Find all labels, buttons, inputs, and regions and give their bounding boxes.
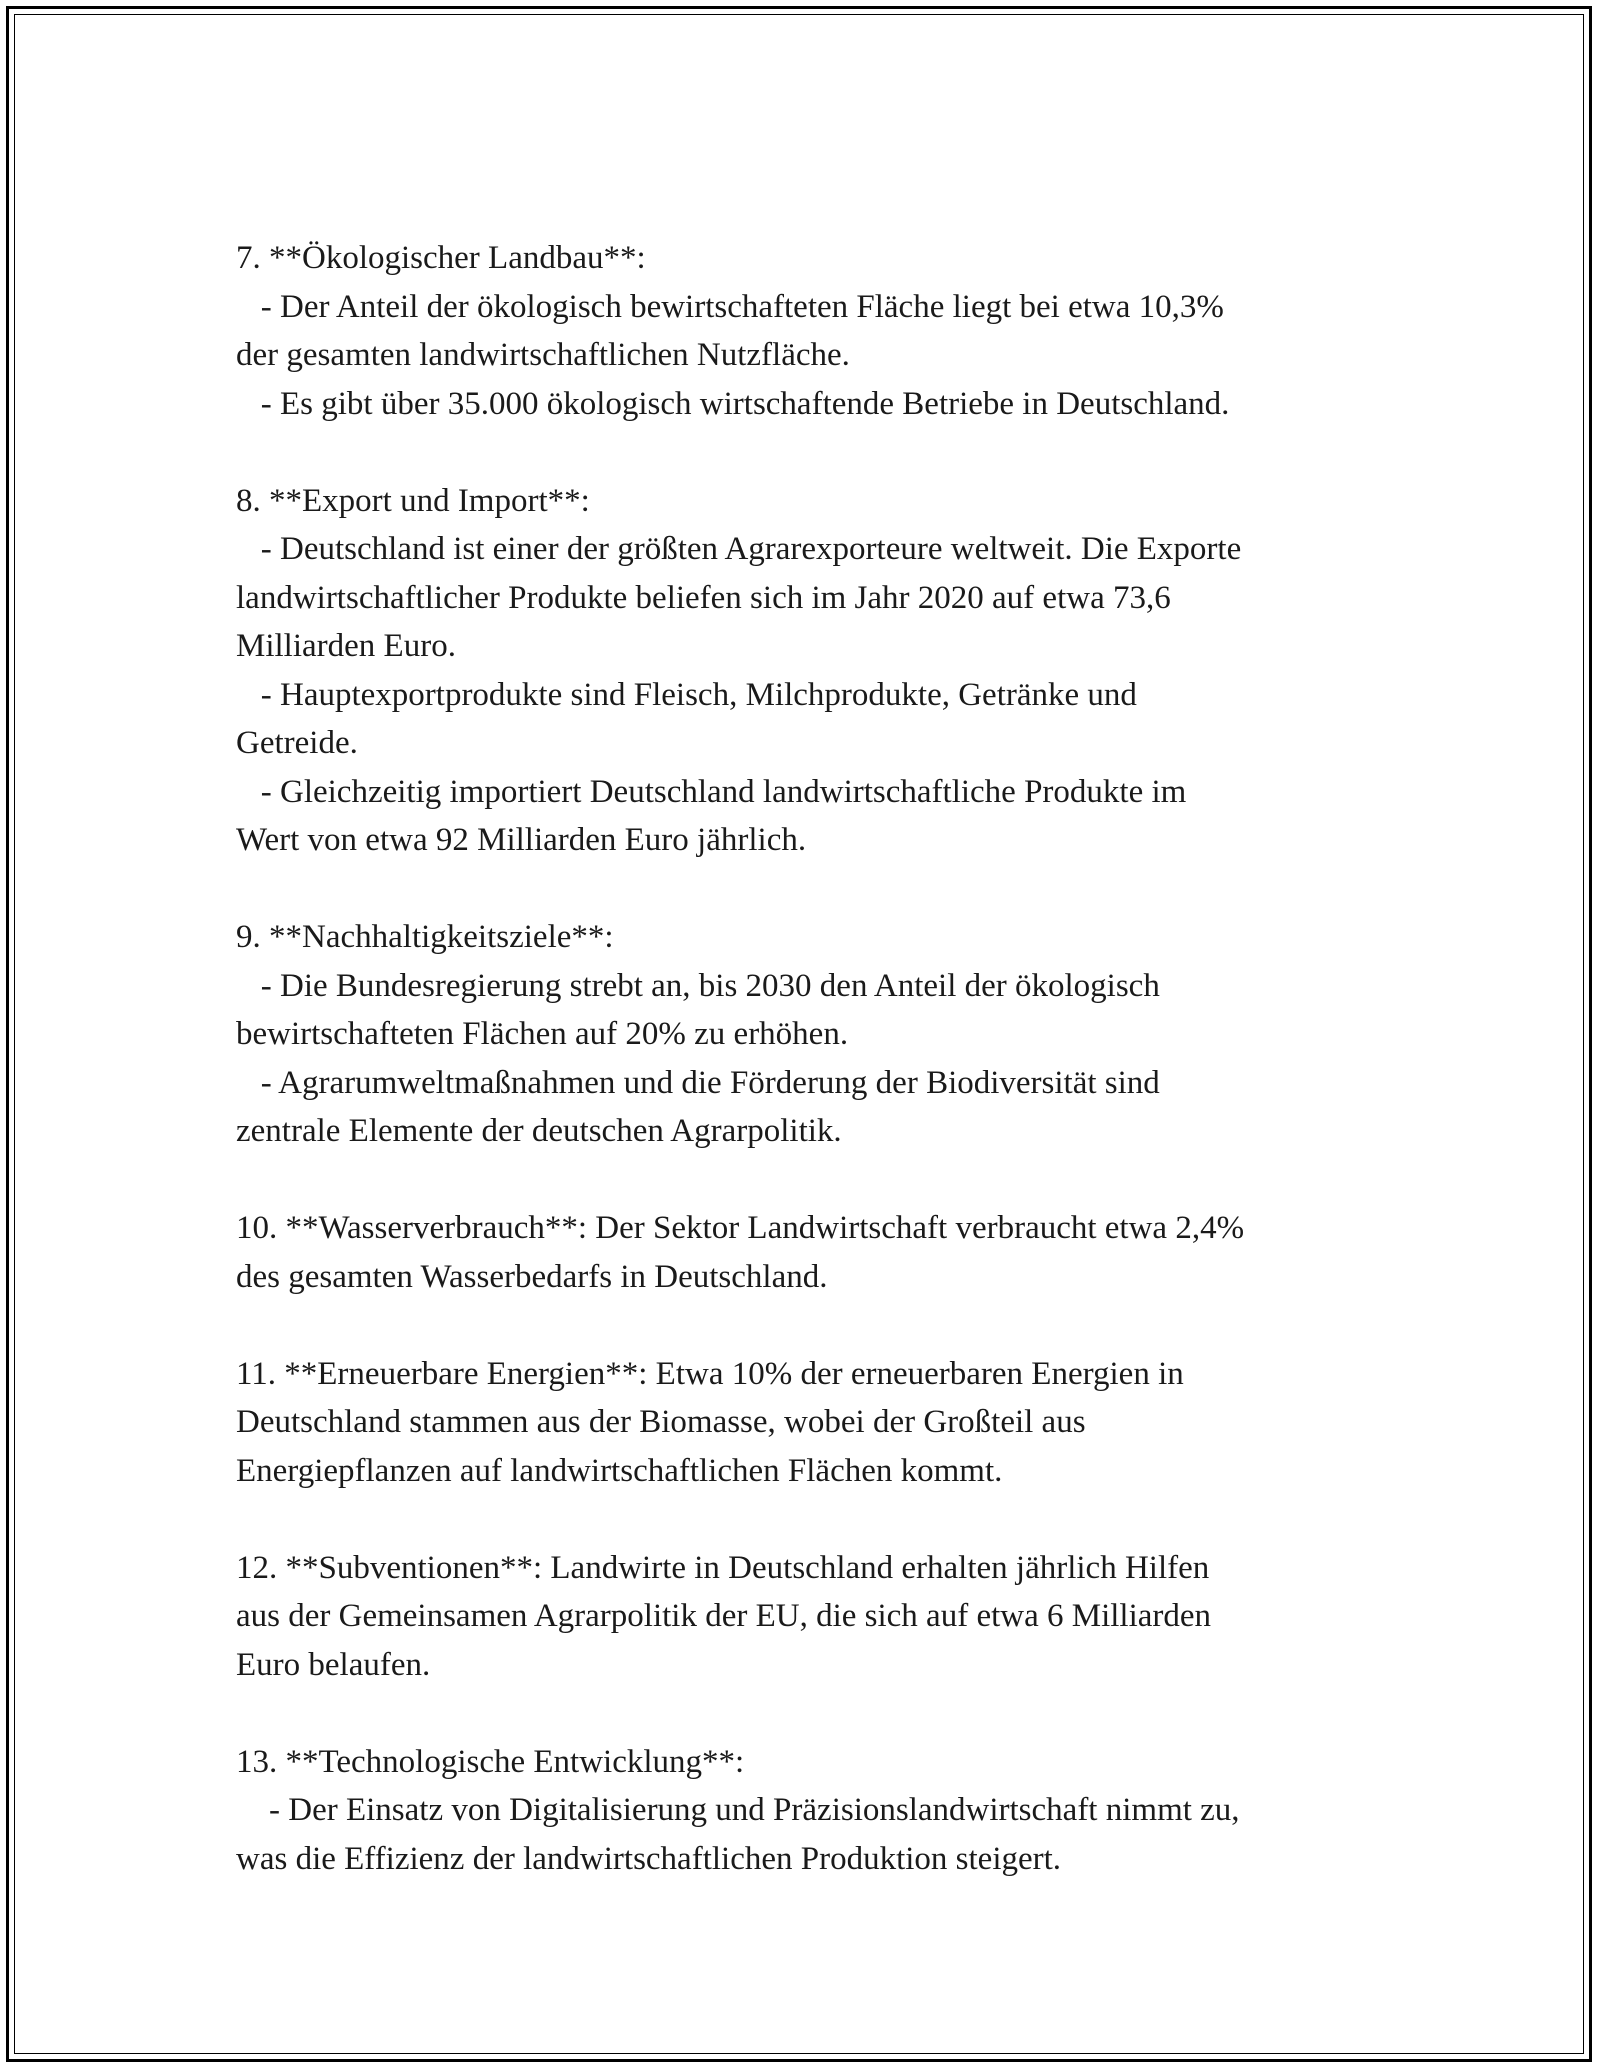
section-erneuerbare-energien [236, 1350, 1396, 1496]
document-body [236, 234, 1396, 1883]
text-line: bewirtschafteten Flächen auf 20% zu erhöhen. [236, 1016, 849, 1052]
text-line: - Die Bundesregierung strebt an, bis 2030 den Anteil der ökologisch [236, 967, 1160, 1004]
text-line: Energiepflanzen auf landwirtschaftlichen Flächen kommt. [236, 1452, 1003, 1489]
text-line: der gesamten landwirtschaftlichen Nutzfläche. [236, 337, 850, 373]
text-line: - Der Einsatz von Digitalisierung und Präzisionslandwirtschaft nimmt zu, [236, 1792, 1240, 1828]
text-line: - Agrarumweltmaßnahmen und die Förderung der Biodiversität sind [236, 1064, 1160, 1101]
text-line: - Deutschland ist einer der größten Agrarexporteure weltweit. Die Exporte [236, 531, 1242, 567]
section-technologische-entwicklung [236, 1738, 1396, 1884]
text-line: Euro belaufen. [236, 1646, 431, 1683]
section-heading: 7. **Ökologischer Landbau**: [236, 240, 646, 276]
text-line: Milliarden Euro. [236, 628, 456, 664]
section-heading: 11. **Erneuerbare Energien**: Etwa 10% der erneuerbaren Energien in [236, 1355, 1184, 1392]
paragraph-gap [236, 1301, 1396, 1350]
section-heading: 13. **Technologische Entwicklung**: [236, 1743, 745, 1780]
section-heading: 12. **Subventionen**: Landwirte in Deutschland erhalten jährlich Hilfen [236, 1549, 1210, 1586]
paragraph-gap [236, 1689, 1396, 1738]
text-line: - Gleichzeitig importiert Deutschland landwirtschaftliche Produkte im [236, 773, 1187, 810]
text-line: - Es gibt über 35.000 ökologisch wirtschaftende Betriebe in Deutschland. [236, 385, 1230, 422]
text-line: landwirtschaftlicher Produkte beliefen sich im Jahr 2020 auf etwa 73,6 [236, 579, 1171, 616]
paragraph-gap [236, 1156, 1396, 1205]
section-heading: 8. **Export und Import**: [236, 482, 590, 519]
section-nachhaltigkeitsziele [236, 913, 1396, 1156]
text-line: Wert von etwa 92 Milliarden Euro jährlich. [236, 822, 807, 858]
text-line: Getreide. [236, 725, 358, 761]
section-heading: 10. **Wasserverbrauch**: Der Sektor Landwirtschaft verbraucht etwa 2,4% [236, 1210, 1245, 1246]
text-line: des gesamten Wasserbedarfs in Deutschland. [236, 1258, 828, 1295]
section-oekologischer-landbau [236, 234, 1396, 428]
section-export-import [236, 477, 1396, 865]
text-line: zentrale Elemente der deutschen Agrarpolitik. [236, 1113, 842, 1149]
text-line: Deutschland stammen aus der Biomasse, wobei der Großteil aus [236, 1404, 1086, 1440]
text-line: - Der Anteil der ökologisch bewirtschafteten Fläche liegt bei etwa 10,3% [236, 288, 1224, 325]
text-line: aus der Gemeinsamen Agrarpolitik der EU, die sich auf etwa 6 Milliarden [236, 1598, 1212, 1634]
text-line: was die Effizienz der landwirtschaftlichen Produktion steigert. [236, 1840, 1062, 1877]
text-line: - Hauptexportprodukte sind Fleisch, Milchprodukte, Getränke und [236, 676, 1137, 713]
section-wasserverbrauch [236, 1204, 1396, 1301]
section-subventionen [236, 1544, 1396, 1690]
paragraph-gap [236, 428, 1396, 477]
paragraph-gap [236, 1495, 1396, 1544]
section-heading: 9. **Nachhaltigkeitsziele**: [236, 919, 614, 955]
paragraph-gap [236, 865, 1396, 914]
